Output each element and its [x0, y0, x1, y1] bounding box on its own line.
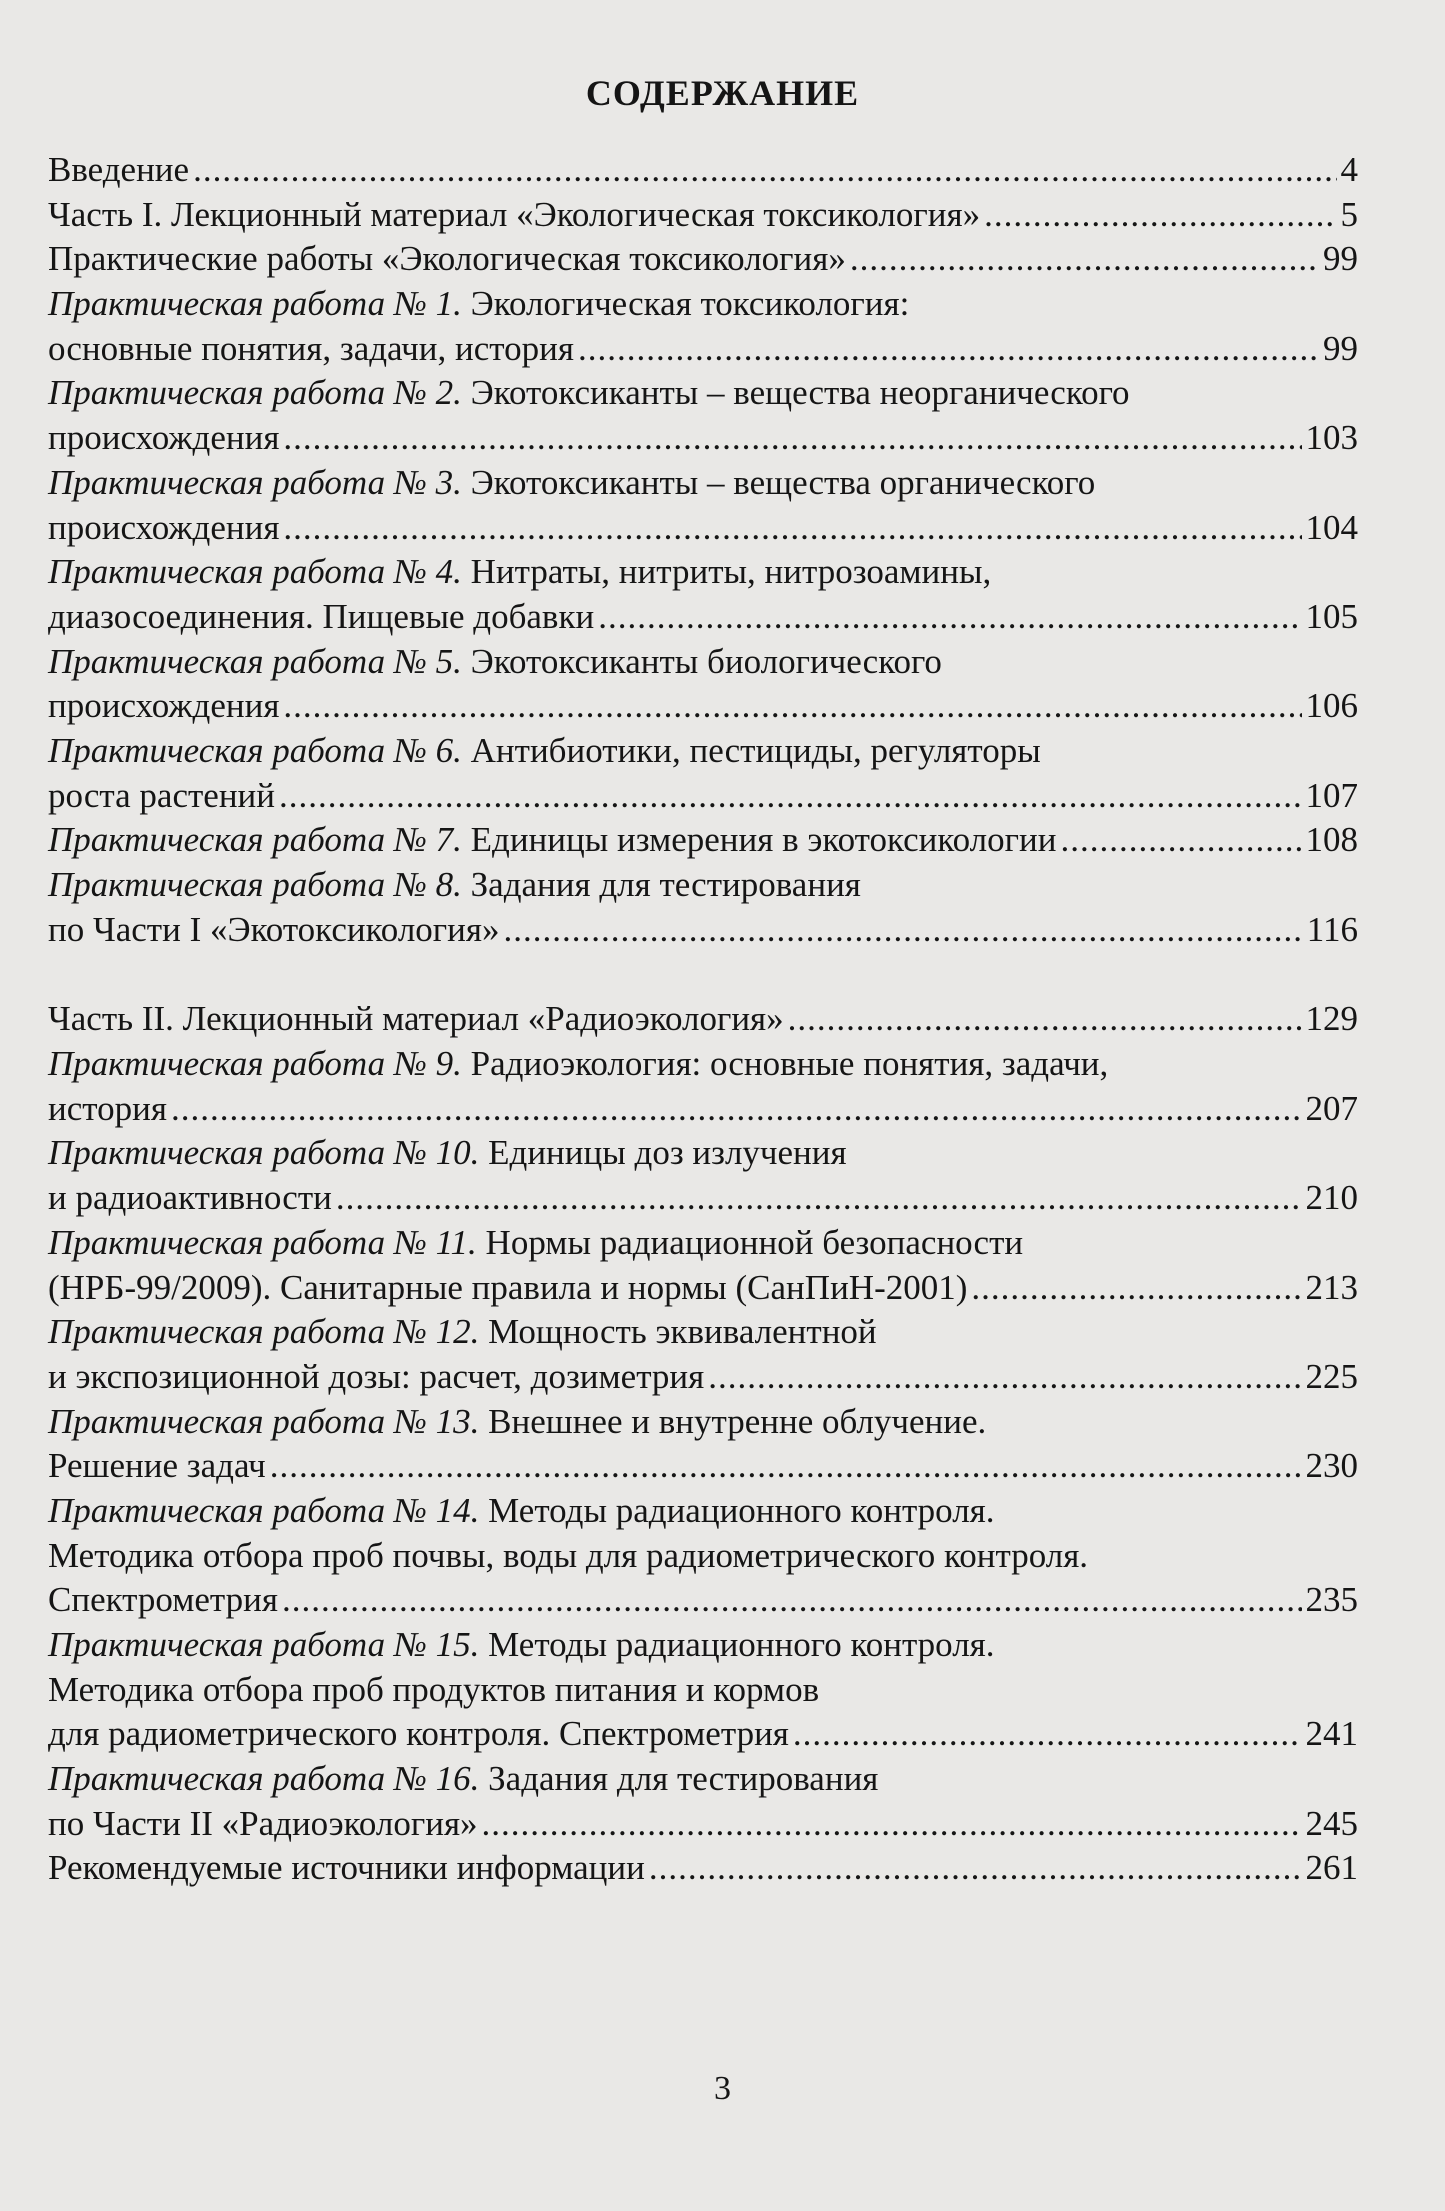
- dot-leader: [283, 508, 1301, 548]
- toc-entry-text: [48, 508, 279, 548]
- toc-entry[interactable]: [48, 865, 1358, 910]
- toc-entry[interactable]: [48, 1223, 1358, 1268]
- toc-entry-title: Часть I. Лекционный материал «Экологическая токсикология»: [48, 194, 981, 234]
- toc-entry-page: 5: [1340, 194, 1358, 234]
- toc-entry[interactable]: [48, 1536, 1358, 1581]
- dot-leader: [649, 1848, 1302, 1888]
- toc-entry-page: 261: [1305, 1848, 1358, 1888]
- toc-entry-prefix: Практическая работа № 5.: [48, 641, 462, 681]
- dot-leader: [971, 1268, 1301, 1308]
- dot-leader: [850, 239, 1319, 279]
- toc-entry[interactable]: [48, 418, 1358, 463]
- toc-entry-title: диазосоединения. Пищевые добавки: [48, 596, 595, 636]
- toc-entry[interactable]: [48, 373, 1358, 418]
- toc-entry-title: Экотоксиканты биологического: [461, 641, 942, 681]
- toc-entry-text: [48, 776, 275, 816]
- toc-entry-text: [48, 865, 861, 905]
- toc-entry[interactable]: [48, 1312, 1358, 1357]
- toc-entry-text: [48, 463, 1095, 503]
- toc-entry-text: [48, 1580, 278, 1620]
- toc-entry-title: (НРБ-99/2009). Санитарные правила и нормы (СанПиН-2001): [48, 1267, 968, 1307]
- dot-leader: [504, 910, 1303, 950]
- toc-entry-text: [48, 1446, 266, 1486]
- toc-entry[interactable]: [48, 910, 1358, 955]
- toc-entry-text: [48, 552, 991, 592]
- toc-entry-prefix: Практическая работа № 15.: [48, 1625, 480, 1664]
- toc-entry[interactable]: [48, 150, 1358, 195]
- toc-entry[interactable]: [48, 776, 1358, 821]
- dot-leader: [193, 150, 1336, 190]
- toc-entry-title: Внешнее и внутренне облучение.: [479, 1401, 987, 1441]
- toc-entry-text: [48, 1848, 645, 1888]
- table-of-contents: [48, 150, 1358, 1893]
- toc-entry-text: [48, 1670, 819, 1710]
- toc-entry[interactable]: [48, 1670, 1358, 1715]
- toc-entry-prefix: Практическая работа № 4.: [48, 552, 462, 592]
- toc-entry-text: [48, 1402, 986, 1442]
- toc-entry-title: Задания для тестирования: [479, 1759, 879, 1799]
- toc-entry-title: происхождения: [48, 418, 280, 458]
- toc-entry-page: 105: [1305, 596, 1358, 636]
- toc-entry-title: история: [48, 1088, 167, 1128]
- toc-entry-prefix: Практическая работа № 16.: [48, 1759, 480, 1799]
- toc-entry[interactable]: [48, 1133, 1358, 1178]
- toc-entry-page: 106: [1305, 686, 1358, 726]
- toc-entry-title: Радиоэкология: основные понятия, задачи,: [461, 1044, 1109, 1084]
- toc-entry-page: 107: [1305, 775, 1358, 815]
- toc-entry-text: [48, 1044, 1108, 1084]
- dot-leader: [336, 1178, 1302, 1218]
- toc-entry-title: Спектрометрия: [48, 1580, 278, 1620]
- toc-entry[interactable]: [48, 1089, 1358, 1134]
- toc-entry-page: 230: [1305, 1446, 1358, 1486]
- toc-entry-title: Рекомендуемые источники информации: [48, 1848, 645, 1888]
- dot-leader: [171, 1089, 1302, 1129]
- dot-leader: [1060, 820, 1301, 860]
- toc-entry-title: Методика отбора проб продуктов питания и кормов: [48, 1669, 820, 1709]
- toc-entry-text: [48, 1536, 1088, 1576]
- toc-entry-title: роста растений: [48, 775, 276, 815]
- toc-entry-page: 104: [1305, 507, 1358, 547]
- toc-entry-page: 207: [1305, 1088, 1358, 1128]
- toc-entry-page: 99: [1323, 239, 1358, 279]
- toc-entry-page: 235: [1305, 1580, 1358, 1620]
- toc-entry[interactable]: [48, 1804, 1358, 1849]
- toc-entry[interactable]: [48, 463, 1358, 508]
- dot-leader: [578, 329, 1319, 369]
- toc-entry[interactable]: [48, 597, 1358, 642]
- toc-entry[interactable]: [48, 1178, 1358, 1223]
- toc-entry[interactable]: [48, 1491, 1358, 1536]
- toc-entry-text: [48, 1759, 878, 1799]
- toc-entry-text: [48, 597, 594, 637]
- toc-entry-text: [48, 820, 1056, 860]
- toc-entry-page: 116: [1306, 909, 1358, 949]
- toc-entry-title: Единицы измерения в экотоксикологии: [461, 820, 1057, 860]
- toc-entry-page: 103: [1305, 418, 1358, 458]
- toc-entry-title: происхождения: [48, 507, 280, 547]
- dot-leader: [482, 1804, 1302, 1844]
- toc-entry-title: Методы радиационного контроля.: [479, 1625, 995, 1664]
- toc-entry-page: 99: [1323, 328, 1358, 368]
- toc-entry-title: и радиоактивности: [48, 1178, 332, 1218]
- toc-entry[interactable]: [48, 284, 1358, 329]
- toc-entry-text: [48, 1357, 704, 1397]
- toc-entry-text: [48, 1089, 167, 1129]
- toc-entry[interactable]: [48, 686, 1358, 731]
- toc-entry-text: [48, 999, 784, 1039]
- section-gap: [48, 954, 1358, 999]
- toc-entry-page: 241: [1305, 1714, 1358, 1754]
- toc-entry-title: Мощность эквивалентной: [479, 1312, 877, 1352]
- toc-entry-page: 129: [1305, 999, 1358, 1039]
- dot-leader: [598, 597, 1301, 637]
- toc-entry-title: по Части I «Экотоксикология»: [48, 909, 500, 949]
- toc-entry[interactable]: [48, 1714, 1358, 1759]
- toc-entry-text: [48, 1491, 995, 1531]
- toc-entry-prefix: Практическая работа № 1.: [48, 284, 462, 324]
- toc-entry-title: основные понятия, задачи, история: [48, 328, 574, 368]
- toc-entry-text: [48, 418, 279, 458]
- toc-entry-text: [48, 373, 1130, 413]
- toc-entry-page: 213: [1305, 1267, 1358, 1307]
- toc-entry-prefix: Практическая работа № 3.: [48, 462, 462, 502]
- toc-entry[interactable]: [48, 239, 1358, 284]
- toc-entry-title: Решение задач: [48, 1446, 266, 1486]
- page-title: СОДЕРЖАНИЕ: [585, 73, 860, 113]
- dot-leader: [708, 1357, 1301, 1397]
- toc-entry-text: [48, 642, 942, 682]
- toc-entry[interactable]: [48, 731, 1358, 776]
- toc-entry-text: [48, 329, 574, 369]
- toc-entry-prefix: Практическая работа № 7.: [48, 820, 462, 860]
- toc-entry[interactable]: [48, 1402, 1358, 1447]
- toc-entry-title: происхождения: [48, 686, 280, 726]
- toc-entry-text: [48, 195, 980, 235]
- toc-entry-page: 225: [1305, 1356, 1358, 1396]
- dot-leader: [984, 195, 1336, 235]
- toc-entry[interactable]: [48, 195, 1358, 240]
- toc-entry-title: Экологическая токсикология:: [461, 284, 910, 324]
- dot-leader: [279, 776, 1301, 816]
- toc-entry-text: [48, 1223, 1023, 1263]
- toc-entry-prefix: Практическая работа № 9.: [48, 1044, 462, 1084]
- toc-entry[interactable]: [48, 1044, 1358, 1089]
- toc-entry[interactable]: [48, 1268, 1358, 1313]
- toc-entry-title: Нормы радиационной безопасности: [476, 1222, 1024, 1262]
- toc-entry-title: Экотоксиканты – вещества органического: [461, 462, 1096, 502]
- toc-entry-text: [48, 1133, 847, 1173]
- toc-entry-text: [48, 686, 279, 726]
- toc-entry-title: Методы радиационного контроля.: [479, 1490, 995, 1530]
- toc-entry-text: [48, 1312, 877, 1352]
- toc-entry-text: [48, 1714, 789, 1754]
- toc-entry-text: [48, 731, 1041, 771]
- toc-entry-prefix: Практическая работа № 8.: [48, 865, 462, 904]
- toc-entry[interactable]: [48, 1357, 1358, 1402]
- toc-entry-title: и экспозиционной дозы: расчет, дозиметрия: [48, 1356, 705, 1396]
- toc-entry-title: Введение: [48, 150, 190, 189]
- toc-entry-prefix: Практическая работа № 14.: [48, 1490, 480, 1530]
- dot-leader: [283, 686, 1301, 726]
- toc-entry-text: [48, 284, 909, 324]
- toc-entry-text: [48, 1625, 995, 1665]
- toc-entry-prefix: Практическая работа № 11.: [48, 1222, 477, 1262]
- toc-entry-prefix: Практическая работа № 12.: [48, 1312, 480, 1352]
- toc-entry[interactable]: [48, 999, 1358, 1044]
- toc-entry[interactable]: [48, 1580, 1358, 1625]
- toc-entry[interactable]: [48, 1625, 1358, 1670]
- toc-entry[interactable]: [48, 552, 1358, 597]
- toc-entry-text: [48, 910, 500, 950]
- toc-entry-title: Единицы доз излучения: [479, 1133, 847, 1173]
- toc-entry-prefix: Практическая работа № 13.: [48, 1401, 480, 1441]
- toc-entry-text: [48, 239, 846, 279]
- toc-entry-title: Методика отбора проб почвы, воды для радиометрического контроля.: [48, 1535, 1089, 1575]
- dot-leader: [270, 1446, 1302, 1486]
- toc-entry-text: [48, 1268, 967, 1308]
- toc-entry-title: Практические работы «Экологическая токсикология»: [48, 239, 846, 279]
- dot-leader: [788, 999, 1302, 1039]
- dot-leader: [282, 1580, 1302, 1620]
- toc-entry-text: [48, 1178, 332, 1218]
- toc-entry[interactable]: [48, 329, 1358, 374]
- toc-entry-text: [48, 150, 189, 190]
- toc-entry[interactable]: [48, 1446, 1358, 1491]
- toc-entry-prefix: Практическая работа № 6.: [48, 730, 462, 770]
- toc-entry[interactable]: [48, 508, 1358, 553]
- toc-entry-prefix: Практическая работа № 2.: [48, 373, 462, 413]
- toc-entry-title: Экотоксиканты – вещества неорганического: [461, 373, 1130, 413]
- toc-entry-prefix: Практическая работа № 10.: [48, 1133, 480, 1173]
- toc-entry[interactable]: [48, 1759, 1358, 1804]
- toc-entry-text: [48, 1804, 478, 1844]
- toc-entry-title: Антибиотики, пестициды, регуляторы: [461, 730, 1041, 770]
- toc-entry-page: 4: [1340, 150, 1358, 189]
- toc-entry-title: по Части II «Радиоэкология»: [48, 1803, 478, 1843]
- toc-entry-page: 245: [1305, 1803, 1358, 1843]
- toc-entry-title: Задания для тестирования: [461, 865, 861, 904]
- toc-entry[interactable]: [48, 1848, 1358, 1893]
- toc-entry[interactable]: [48, 642, 1358, 687]
- toc-entry-title: для радиометрического контроля. Спектрометрия: [48, 1714, 789, 1754]
- toc-entry-title: Часть II. Лекционный материал «Радиоэкология»: [48, 999, 784, 1039]
- toc-entry-page: 210: [1305, 1178, 1358, 1218]
- dot-leader: [283, 418, 1301, 458]
- toc-entry-title: Нитраты, нитриты, нитрозоамины,: [461, 552, 992, 592]
- toc-entry[interactable]: [48, 820, 1358, 865]
- page-number: 3: [714, 2070, 731, 2107]
- toc-entry-page: 108: [1305, 820, 1358, 860]
- dot-leader: [793, 1714, 1302, 1754]
